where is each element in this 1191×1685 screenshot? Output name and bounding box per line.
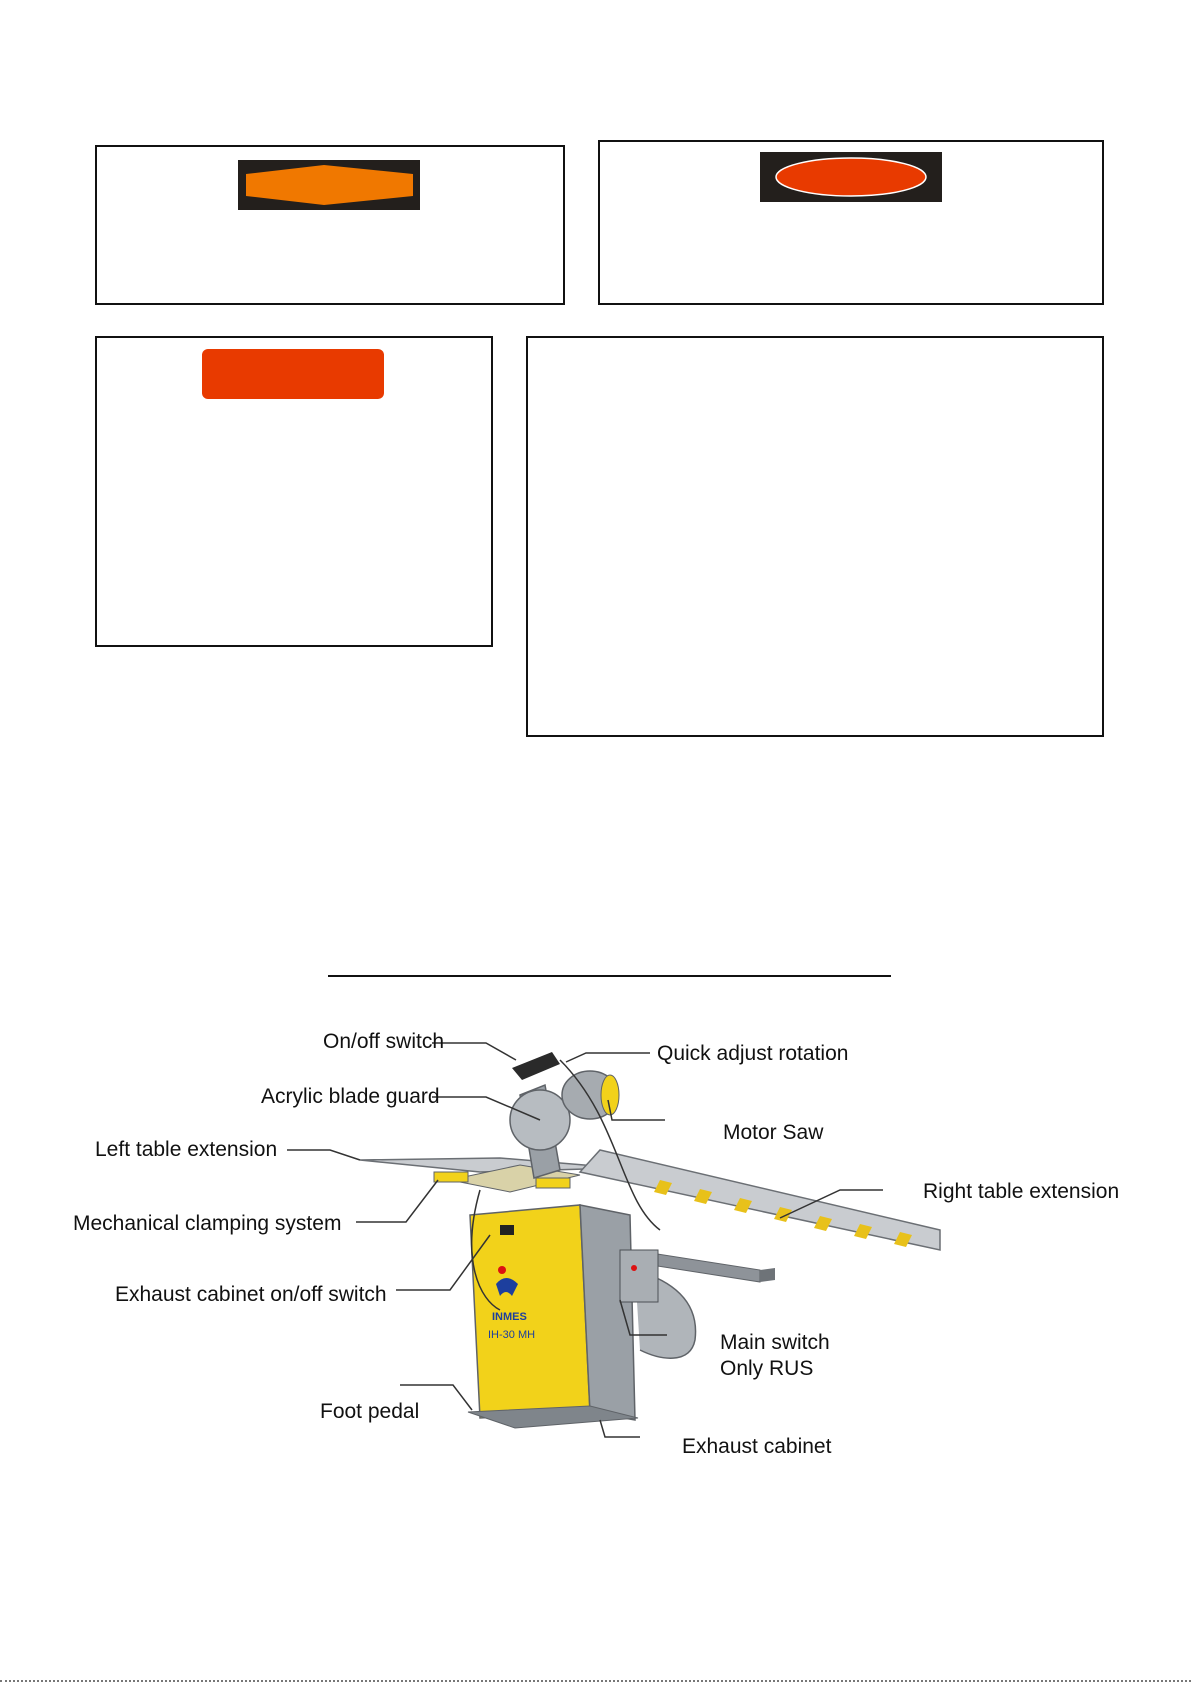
callout-main-switch	[720, 1330, 830, 1382]
callout-left-table-extension: Left table extension	[95, 1138, 278, 1161]
machine-figure	[60, 1000, 1160, 1480]
info-panel-mid-right	[526, 336, 1104, 737]
warning-panel-mid-left	[95, 336, 493, 647]
warning-panel-top-left	[95, 145, 565, 305]
brand-logo-text: INMES	[492, 1311, 527, 1323]
model-plate-text: IH-30 MH	[488, 1329, 536, 1341]
warning-panel-top-right	[598, 140, 1104, 305]
callout-mechanical-clamping-system: Mechanical clamping system	[73, 1212, 342, 1235]
caution-rounded-rect-sign	[201, 348, 385, 400]
section-title-underline	[328, 975, 891, 977]
callout-exhaust-cabinet: Exhaust cabinet	[682, 1435, 832, 1458]
danger-oval-sign	[760, 152, 942, 202]
miter-saw-machine-illustration	[60, 1000, 1160, 1480]
callout-quick-adjust-rotation: Quick adjust rotation	[657, 1042, 849, 1065]
warning-hexagon-sign	[238, 160, 420, 210]
callout-foot-pedal: Foot pedal	[320, 1400, 420, 1423]
callout-motor-saw: Motor Saw	[723, 1121, 824, 1144]
callout-main-switch-line2: Only RUS	[720, 1357, 814, 1380]
callout-exhaust-cabinet-switch: Exhaust cabinet on/off switch	[115, 1283, 387, 1306]
callout-acrylic-blade-guard: Acrylic blade guard	[261, 1085, 440, 1108]
callout-on-off-switch: On/off switch	[323, 1030, 444, 1053]
callout-right-table-extension: Right table extension	[923, 1180, 1120, 1203]
page-bottom-dotted-rule	[0, 1680, 1191, 1682]
callout-main-switch-line1: Main switch	[720, 1331, 830, 1354]
